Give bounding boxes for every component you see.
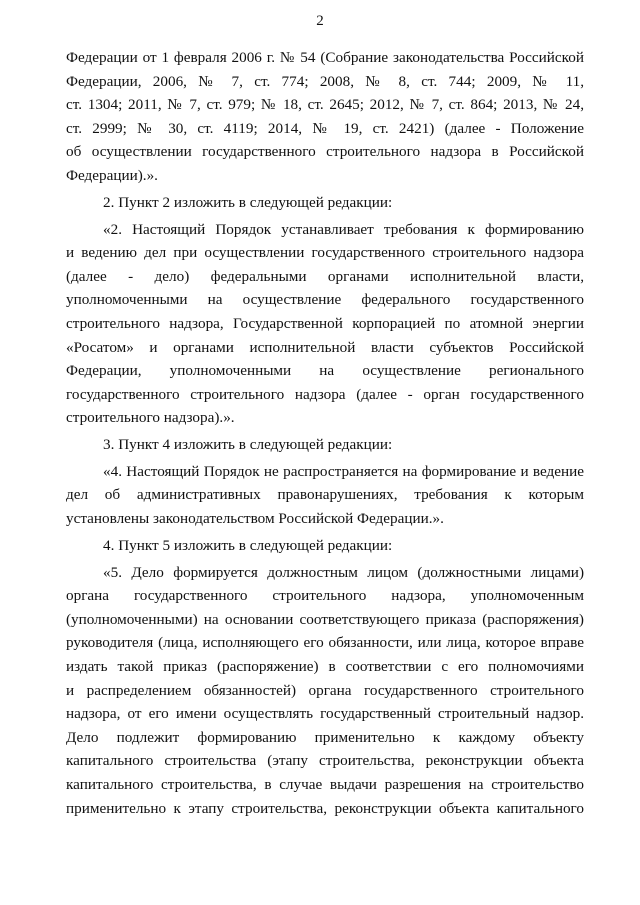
text-line: уполномоченными на осуществление федерального государственного xyxy=(66,291,584,309)
text-line: капитального строительства, в случае выдачи разрешения на строительство xyxy=(66,775,584,793)
text-line: об осуществлении государственного строительного надзора в Российской xyxy=(66,143,584,161)
text-line: «4. Настоящий Порядок не распространяется на формирование и ведение xyxy=(103,462,584,480)
paragraph-heading: 2. Пункт 2 изложить в следующей редакции: xyxy=(103,193,393,211)
text-line: издать такой приказ (распоряжение) в соответствии с его полномочиями xyxy=(66,657,584,675)
text-line: ст. 1304; 2011, № 7, ст. 979; № 18, ст. 2645; 2012, № 7, ст. 864; 2013, № 24, xyxy=(66,96,584,114)
text-line: (далее - дело) федеральными органами исполнительной власти, xyxy=(66,267,584,285)
text-line: Федерации, уполномоченными на осуществление регионального xyxy=(66,362,584,380)
text-line: применительно к этапу строительства, реконструкции объекта капитального xyxy=(66,799,584,817)
document-body xyxy=(66,46,584,820)
text-line: строительного надзора, Государственной корпорацией по атомной энергии xyxy=(66,314,584,332)
text-line: Федерации от 1 февраля 2006 г. № 54 (Собрание законодательства Российской xyxy=(66,49,584,66)
text-line: Федерации).». xyxy=(66,166,158,184)
text-line: надзора, от его имени осуществлять государственный строительный надзор. xyxy=(66,705,584,723)
text-line: руководителя (лица, исполняющего его обязанности, или лица, которое вправе xyxy=(66,634,584,652)
text-line: «2. Настоящий Порядок устанавливает требования к формированию xyxy=(103,220,584,238)
paragraph-heading: 3. Пункт 4 изложить в следующей редакции: xyxy=(103,436,393,454)
text-line: Дело подлежит формированию применительно к каждому объекту xyxy=(66,728,584,746)
text-line: и распределением обязанностей) органа государственного строительного xyxy=(66,681,584,699)
paragraph-heading: 4. Пункт 5 изложить в следующей редакции: xyxy=(103,536,393,554)
text-line: установлены законодательством Российской Федерации.». xyxy=(66,510,444,528)
text-line: Федерации, 2006, № 7, ст. 774; 2008, № 8, ст. 744; 2009, № 11, xyxy=(66,72,584,90)
text-line: «5. Дело формируется должностным лицом (должностными лицами) xyxy=(103,563,584,581)
page-number: 2 xyxy=(316,13,324,29)
text-line: органа государственного строительного надзора, уполномоченным xyxy=(66,587,584,605)
text-line: ст. 2999; № 30, ст. 4119; 2014, № 19, ст. 2421) (далее - Положение xyxy=(66,119,584,137)
text-line: и ведению дел при осуществлении государственного строительного надзора xyxy=(66,244,584,262)
text-line: (уполномоченными) на основании соответствующего приказа (распоряжения) xyxy=(66,610,584,628)
text-line: «Росатом» и органами исполнительной власти субъектов Российской xyxy=(66,338,584,356)
text-line: строительного надзора).». xyxy=(66,409,235,427)
text-line: государственного строительного надзора (далее - орган государственного xyxy=(66,385,584,403)
text-line: дел об административных правонарушениях, требования к которым xyxy=(66,486,584,504)
text-line: капитального строительства (этапу строительства, реконструкции объекта xyxy=(66,752,584,770)
